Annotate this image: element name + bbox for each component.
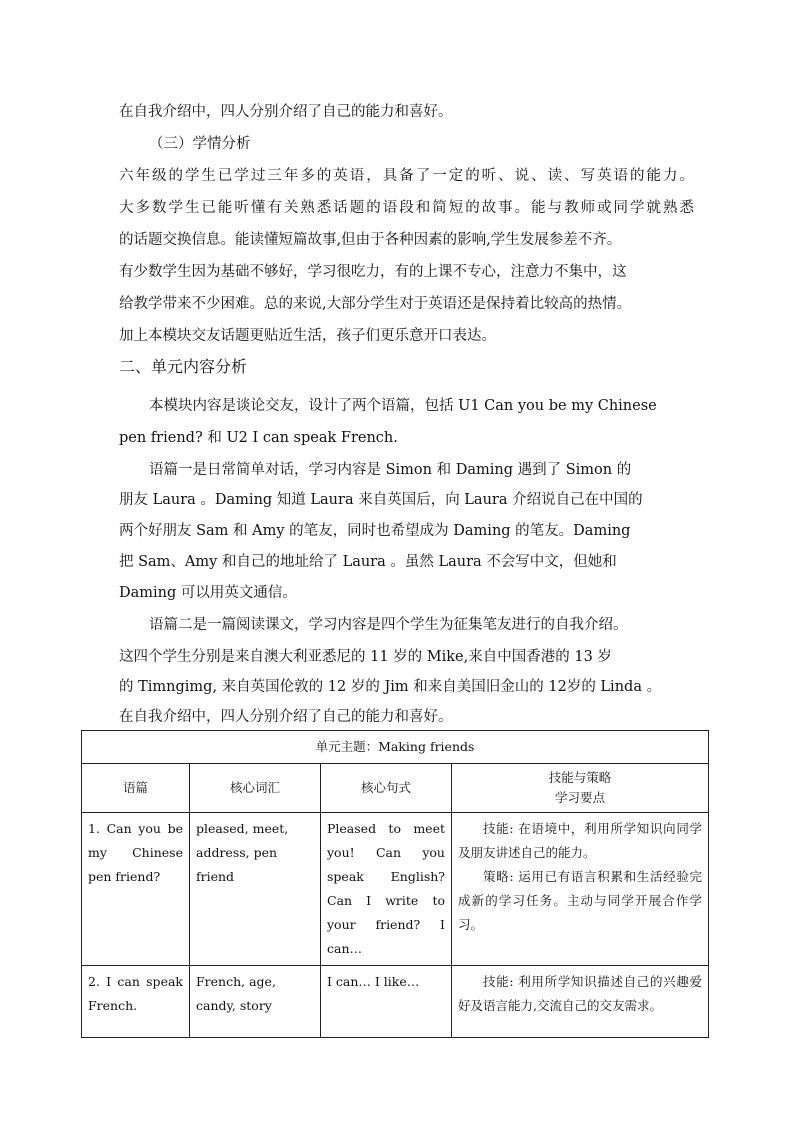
paragraph-line: 这四个学生分别是来自澳大利亚悉尼的 11 岁的 Mike,来自中国香港的 13 岁 xyxy=(119,649,612,665)
column-header xyxy=(452,764,709,813)
paragraph-line: 给教学带来不少困难。总的来说,大部分学生对于英语还是保持着比较高的热情。 xyxy=(119,296,632,312)
skill-text: 技能: 利用所学知识描述自己的兴趣爱好及语言能力,交流自己的交友需求。 xyxy=(458,974,703,1013)
table-title-row xyxy=(82,731,709,764)
paragraph-line: 六年级的学生已学过三年多的英语，具备了一定的听、说、读、写英语的能力。 xyxy=(119,168,694,184)
section-heading: 二、单元内容分析 xyxy=(119,357,248,376)
paragraph-line: 本模块内容是谈论交友，设计了两个语篇，包括 U1 Can you be my Chinese xyxy=(149,398,657,414)
table-cell: I can… I like… xyxy=(321,966,452,1038)
paragraph-line: pen friend? 和 U2 I can speak French. xyxy=(119,430,398,446)
table-cell: 1. Can you be my Chinese pen friend? xyxy=(82,813,190,966)
column-header: 核心句式 xyxy=(321,764,452,813)
table-row xyxy=(82,966,709,1038)
table-header-row xyxy=(82,764,709,813)
paragraph-line: 朋友 Laura 。Daming 知道 Laura 来自英国后，向 Laura 介绍说自己在中国的 xyxy=(119,492,643,508)
table-cell: French, age, candy, story xyxy=(190,966,321,1038)
paragraph-line: 大多数学生已能听懂有关熟悉话题的语段和简短的故事。能与教师或同学就熟悉 xyxy=(119,200,694,216)
skill-text: 技能: 在语境中，利用所学知识向同学及朋友讲述自己的能力。 xyxy=(458,821,703,860)
section-subheading: （三）学情分析 xyxy=(149,136,251,152)
paragraph-line: 语篇一是日常简单对话，学习内容是 Simon 和 Daming 遇到了 Simon 的 xyxy=(149,462,632,478)
unit-theme: 单元主题：Making friends xyxy=(82,731,709,764)
column-header: 核心词汇 xyxy=(190,764,321,813)
table-cell: Pleased to meet you! Can you speak English? Can I write to your friend? I can… xyxy=(321,813,452,966)
table-cell: 2. I can speak French. xyxy=(82,966,190,1038)
unit-table xyxy=(81,730,709,1038)
table-cell xyxy=(452,966,709,1038)
paragraph-line: 的话题交换信息。能读懂短篇故事,但由于各种因素的影响,学生发展参差不齐。 xyxy=(119,232,622,248)
column-header: 语篇 xyxy=(82,764,190,813)
paragraph-line: 语篇二是一篇阅读课文，学习内容是四个学生为征集笔友进行的自我介绍。 xyxy=(149,617,628,633)
strategy-text: 策略: 运用已有语言积累和生活经验完成新的学习任务。主动与同学开展合作学习。 xyxy=(458,869,703,932)
paragraph-line: 加上本模块交友话题更贴近生活，孩子们更乐意开口表达。 xyxy=(119,328,496,344)
column-header-line: 技能与策略 xyxy=(548,770,612,785)
table-cell: pleased, meet, address, pen friend xyxy=(190,813,321,966)
paragraph-line: Daming 可以用英文通信。 xyxy=(119,585,297,601)
paragraph-line: 在自我介绍中，四人分别介绍了自己的能力和喜好。 xyxy=(119,104,453,120)
paragraph-line: 把 Sam、Amy 和自己的地址给了 Laura 。虽然 Laura 不会写中文，但她和 xyxy=(119,554,617,570)
table-cell xyxy=(452,813,709,966)
table-row xyxy=(82,813,709,966)
paragraph-line: 的 Timngimg, 来自英国伦敦的 12 岁的 Jim 和来自美国旧金山的 12岁的 Linda 。 xyxy=(119,679,662,695)
paragraph-line: 有少数学生因为基础不够好，学习很吃力，有的上课不专心，注意力不集中，这 xyxy=(119,264,627,280)
paragraph-line: 两个好朋友 Sam 和 Amy 的笔友，同时也希望成为 Daming 的笔友。Daming xyxy=(119,523,631,539)
paragraph-line: 在自我介绍中，四人分别介绍了自己的能力和喜好。 xyxy=(119,709,453,725)
column-header-line: 学习要点 xyxy=(555,790,606,805)
